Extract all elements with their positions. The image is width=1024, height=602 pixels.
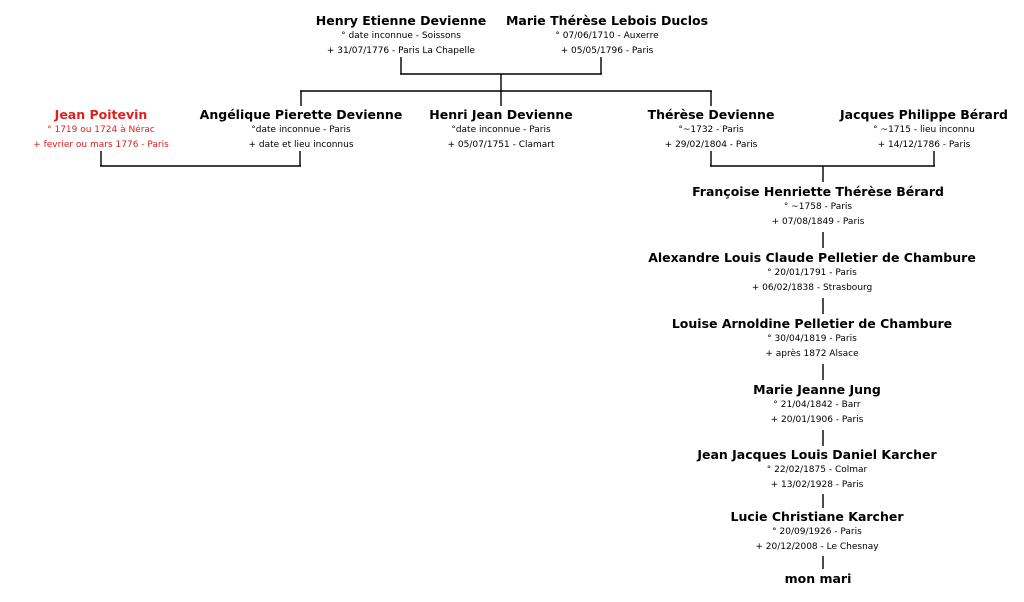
person-birth: ° 1719 ou 1724 à Nérac (47, 125, 155, 135)
person-death: + 29/02/1804 - Paris (664, 140, 758, 150)
person-birth: ° date inconnue - Soissons (341, 31, 461, 41)
person-jean-jacques-louis-daniel-karcher (697, 446, 936, 493)
person-birth: ° 22/02/1875 - Colmar (766, 465, 868, 475)
person-birth: ° 30/04/1819 - Paris (767, 334, 857, 344)
person-marie-jeanne-jung (753, 381, 881, 428)
person-name: Jacques Philippe Bérard (840, 107, 1008, 122)
person-therese-devienne (648, 106, 775, 153)
person-death: + 05/05/1796 - Paris (560, 46, 654, 56)
person-name: Jean Jacques Louis Daniel Karcher (697, 447, 937, 462)
person-name: Jean Poitevin (54, 107, 148, 122)
person-death: + 06/02/1838 - Strasbourg (751, 283, 873, 293)
person-birth: °date inconnue - Paris (251, 125, 351, 135)
person-death: + après 1872 Alsace (765, 349, 859, 359)
person-henry-etienne-devienne (316, 12, 486, 59)
person-name: mon mari (784, 571, 852, 586)
person-death: + 31/07/1776 - Paris La Chapelle (326, 46, 476, 56)
person-name: Marie Thérèse Lebois Duclos (505, 13, 709, 28)
person-death: + 07/08/1849 - Paris (771, 217, 865, 227)
person-death: + date et lieu inconnus (248, 140, 354, 150)
person-henri-jean-devienne (429, 106, 573, 153)
person-death: + 20/01/1906 - Paris (770, 415, 864, 425)
person-birth: ° 20/01/1791 - Paris (767, 268, 857, 278)
person-death: + 14/12/1786 - Paris (877, 140, 971, 150)
person-name: Françoise Henriette Thérèse Bérard (692, 184, 944, 199)
person-angelique-pierette-devienne (200, 106, 403, 153)
person-name: Lucie Christiane Karcher (730, 509, 904, 524)
person-name: Henry Etienne Devienne (315, 13, 487, 28)
person-francoise-henriette-therese-berard (692, 183, 944, 230)
person-birth: ° 20/09/1926 - Paris (772, 527, 862, 537)
person-birth: ° ~1715 - lieu inconnu (873, 125, 975, 135)
person-birth: ° 21/04/1842 - Barr (773, 400, 861, 410)
person-alexandre-louis-claude-pelletier-de-chambure (648, 249, 976, 296)
person-jacques-philippe-berard (840, 106, 1008, 153)
person-death: + 20/12/2008 - Le Chesnay (755, 542, 879, 552)
person-name: Marie Jeanne Jung (753, 382, 881, 397)
person-mon-mari (785, 570, 852, 587)
person-name: Thérèse Devienne (647, 107, 775, 122)
person-death: + 13/02/1928 - Paris (770, 480, 864, 490)
person-death: + 05/07/1751 - Clamart (447, 140, 555, 150)
person-marie-therese-lebois-duclos (506, 12, 708, 59)
person-name: Louise Arnoldine Pelletier de Chambure (671, 316, 953, 331)
person-birth: ° ~1758 - Paris (783, 202, 853, 212)
person-birth: °~1732 - Paris (678, 125, 744, 135)
person-lucie-christiane-karcher (730, 508, 903, 555)
person-name: Alexandre Louis Claude Pelletier de Chambure (648, 250, 976, 265)
person-louise-arnoldine-pelletier-de-chambure (672, 315, 952, 362)
person-jean-poitevin (33, 106, 169, 153)
person-name: Henri Jean Devienne (429, 107, 573, 122)
person-birth: ° 07/06/1710 - Auxerre (555, 31, 659, 41)
person-birth: °date inconnue - Paris (451, 125, 551, 135)
person-name: Angélique Pierette Devienne (199, 107, 403, 122)
person-death: + fevrier ou mars 1776 - Paris (33, 140, 169, 150)
